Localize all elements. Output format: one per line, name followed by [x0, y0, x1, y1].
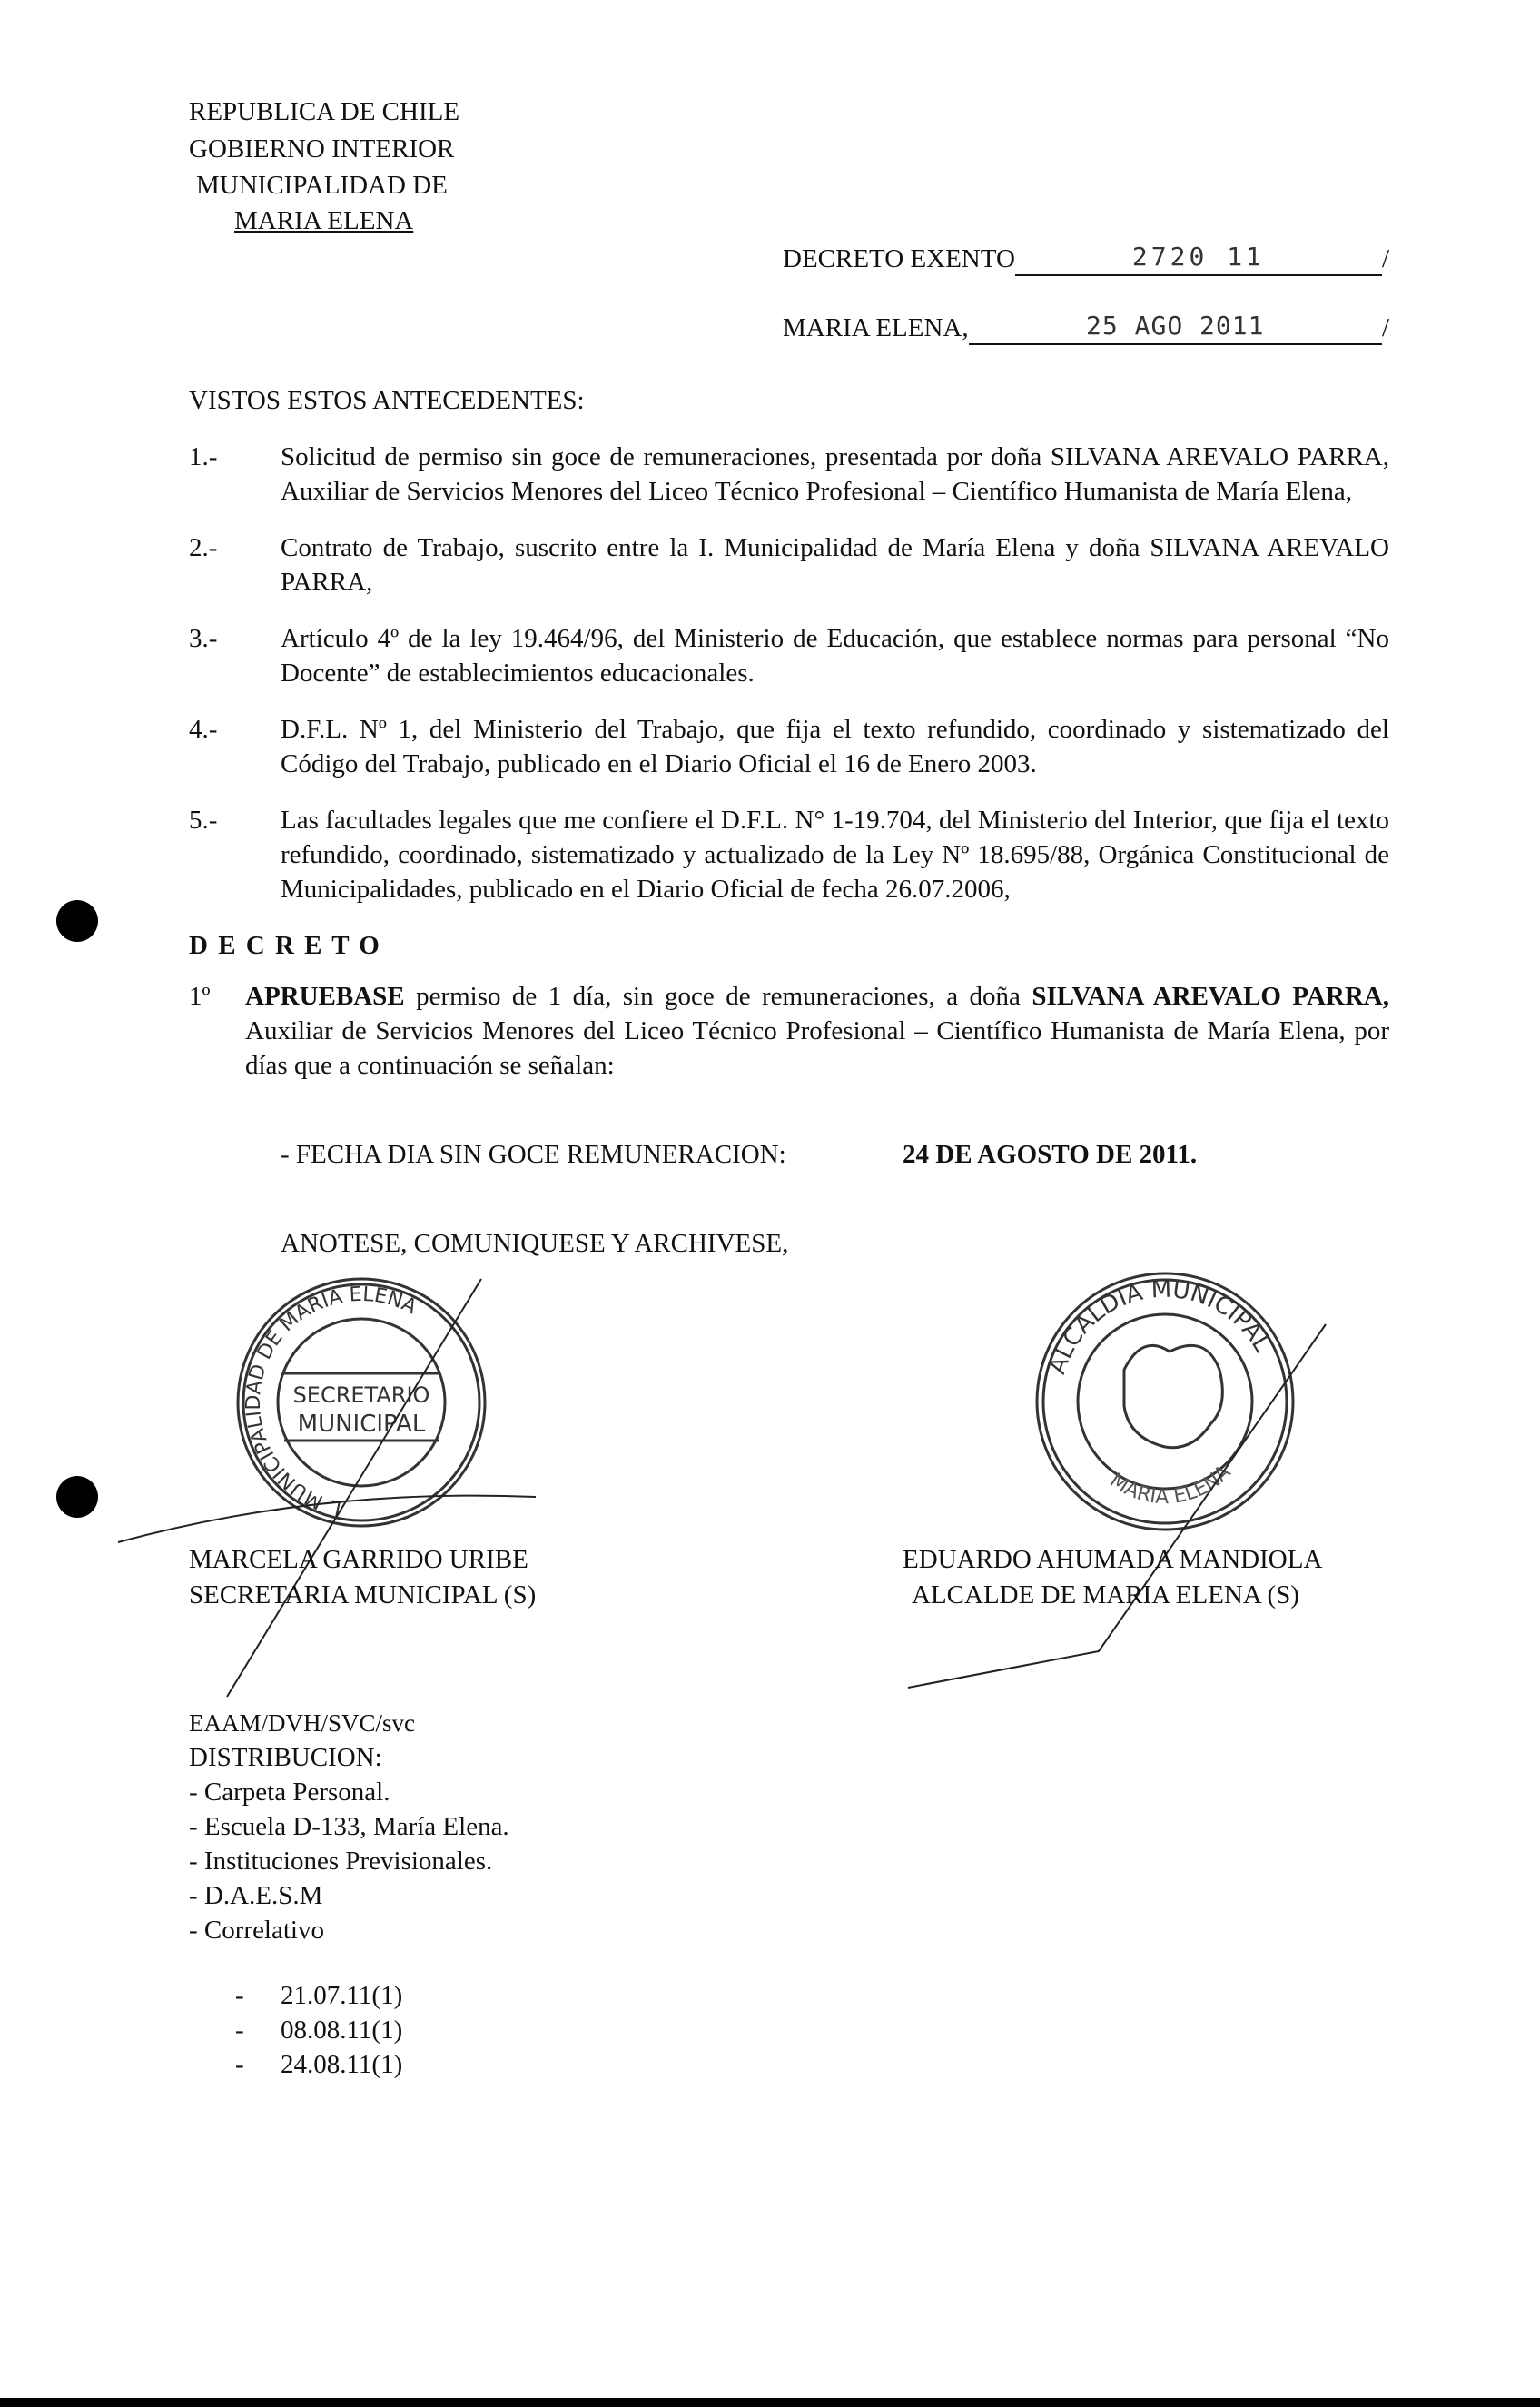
signature-strokes: [0, 1270, 1540, 1706]
decree-date: 25 AGO 2011: [1086, 311, 1265, 341]
vistos-item: [189, 530, 1389, 599]
vistos-title: VISTOS ESTOS ANTECEDENTES:: [189, 386, 585, 415]
correlativo-item: 08.08.11(1): [281, 2016, 403, 2045]
left-signer-title: SECRETARIA MUNICIPAL (S): [189, 1580, 537, 1610]
place-label: MARIA ELENA,: [783, 313, 969, 342]
correlativo-item: 21.07.11(1): [281, 1981, 403, 2010]
clause-name: SILVANA AREVALO PARRA,: [1032, 982, 1389, 1011]
decree-date-field: [969, 309, 1382, 345]
left-stamp-center-2: MUNICIPAL: [297, 1411, 426, 1438]
clause-part-1: permiso de 1 día, sin goce de remuneraciones, a doña: [404, 982, 1032, 1011]
header-gobierno: GOBIERNO INTERIOR: [189, 134, 455, 163]
distribution-title: DISTRIBUCION:: [189, 1743, 382, 1772]
correlativo-dash: -: [235, 2016, 244, 2045]
clause-num: 1º: [189, 982, 211, 1011]
punch-hole: [56, 900, 98, 942]
clause-approve: APRUEBASE: [245, 982, 405, 1011]
decreto-title: D E C R E T O: [189, 931, 381, 960]
vistos-item-text: Solicitud de permiso sin goce de remuneraciones, presentada por doña SILVANA AREVALO PARRA, Auxiliar de Servicios Menores del Liceo Técnico Profesional – Científico Humanista de María Elena,: [281, 442, 1389, 506]
correlativo-dash: -: [235, 2050, 244, 2079]
decree-number-row: [783, 240, 1389, 276]
distribution-item: - Correlativo: [189, 1916, 324, 1945]
closing: ANOTESE, COMUNIQUESE Y ARCHIVESE,: [281, 1229, 789, 1258]
distribution-item: - Instituciones Previsionales.: [189, 1847, 493, 1876]
vistos-item: [189, 440, 1389, 509]
decree-date-row: [783, 309, 1389, 345]
decree-number: 2720 11: [1131, 242, 1265, 272]
clause: [189, 979, 1389, 1083]
vistos-item: [189, 712, 1389, 781]
vistos-item-num: 4.-: [189, 715, 218, 744]
distribution-item: - Carpeta Personal.: [189, 1778, 390, 1807]
decree-slash: /: [1381, 244, 1389, 273]
correlativo-row: [189, 2047, 1389, 2082]
distribution-item: - Escuela D-133, María Elena.: [189, 1812, 509, 1841]
date-value: 24 DE AGOSTO DE 2011.: [903, 1140, 1198, 1169]
vistos-item-num: 2.-: [189, 533, 218, 562]
letterhead: [189, 94, 1389, 238]
right-stamp-ring-top: ALCALDIA MUNICIPAL: [1043, 1275, 1277, 1378]
vistos-item: [189, 803, 1389, 906]
left-signer-name: MARCELA GARRIDO URIBE: [189, 1545, 528, 1574]
decree-label: DECRETO EXENTO: [783, 244, 1015, 273]
vistos-item-num: 5.-: [189, 806, 218, 835]
vistos-item-num: 1.-: [189, 442, 218, 471]
date-slash: /: [1381, 313, 1389, 342]
vistos-item-num: 3.-: [189, 624, 218, 653]
correlativo-dash: -: [235, 1981, 244, 2010]
scan-border: [0, 2398, 1540, 2407]
header-republica: REPUBLICA DE CHILE: [189, 97, 460, 126]
vistos-item-text: Las facultades legales que me confiere el D.F.L. N° 1-19.704, del Ministerio del Interior, que fija el texto refundido, coordinado, sistematizado y actualizado de la Ley Nº 18.695/88, Orgánica Constitucional de Municipalidades, publicado en el Diario Oficial de fecha 26.07.2006,: [281, 806, 1389, 904]
correlativo-row: [189, 1978, 1389, 2013]
clause-part-2: Auxiliar de Servicios Menores del Liceo Técnico Profesional – Científico Humanista de María Elena, por días que a continuación se señalan:: [245, 1016, 1389, 1080]
right-signer-name: EDUARDO AHUMADA MANDIOLA: [903, 1545, 1323, 1574]
distribution-item: - D.A.E.S.M: [189, 1881, 323, 1910]
right-signer-title: ALCALDE DE MARIA ELENA (S): [912, 1580, 1299, 1610]
header-maria-elena: MARIA ELENA: [234, 206, 414, 235]
initials: EAAM/DVH/SVC/svc: [189, 1709, 416, 1737]
left-stamp-ring-text: I. MUNICIPALIDAD DE MARIA ELENA: [242, 1283, 420, 1520]
header-municipalidad: MUNICIPALIDAD DE: [196, 171, 448, 200]
correlativo-item: 24.08.11(1): [281, 2050, 403, 2079]
date-row: [281, 1137, 1389, 1172]
date-label: - FECHA DIA SIN GOCE REMUNERACION:: [281, 1140, 786, 1169]
vistos-item-text: Artículo 4º de la ley 19.464/96, del Ministerio de Educación, que establece normas para personal “No Docente” de establecimientos educacionales.: [281, 624, 1389, 688]
decree-number-field: [1015, 240, 1382, 276]
vistos-item-text: Contrato de Trabajo, suscrito entre la I. Municipalidad de María Elena y doña SILVANA AREVALO PARRA,: [281, 533, 1389, 597]
punch-hole: [56, 1476, 98, 1518]
correlativo-row: [189, 2013, 1389, 2047]
signature-area: [189, 1270, 1389, 1706]
right-stamp-ring-bottom: MARIA ELENA: [1105, 1461, 1236, 1510]
vistos-item: [189, 621, 1389, 690]
vistos-item-text: D.F.L. Nº 1, del Ministerio del Trabajo, que fija el texto refundido, coordinado y sistematizado del Código del Trabajo, publicado en el Diario Oficial el 16 de Enero 2003.: [281, 715, 1389, 778]
clause-text: [245, 979, 1389, 1083]
left-stamp-center-1: SECRETARIO: [292, 1382, 430, 1408]
